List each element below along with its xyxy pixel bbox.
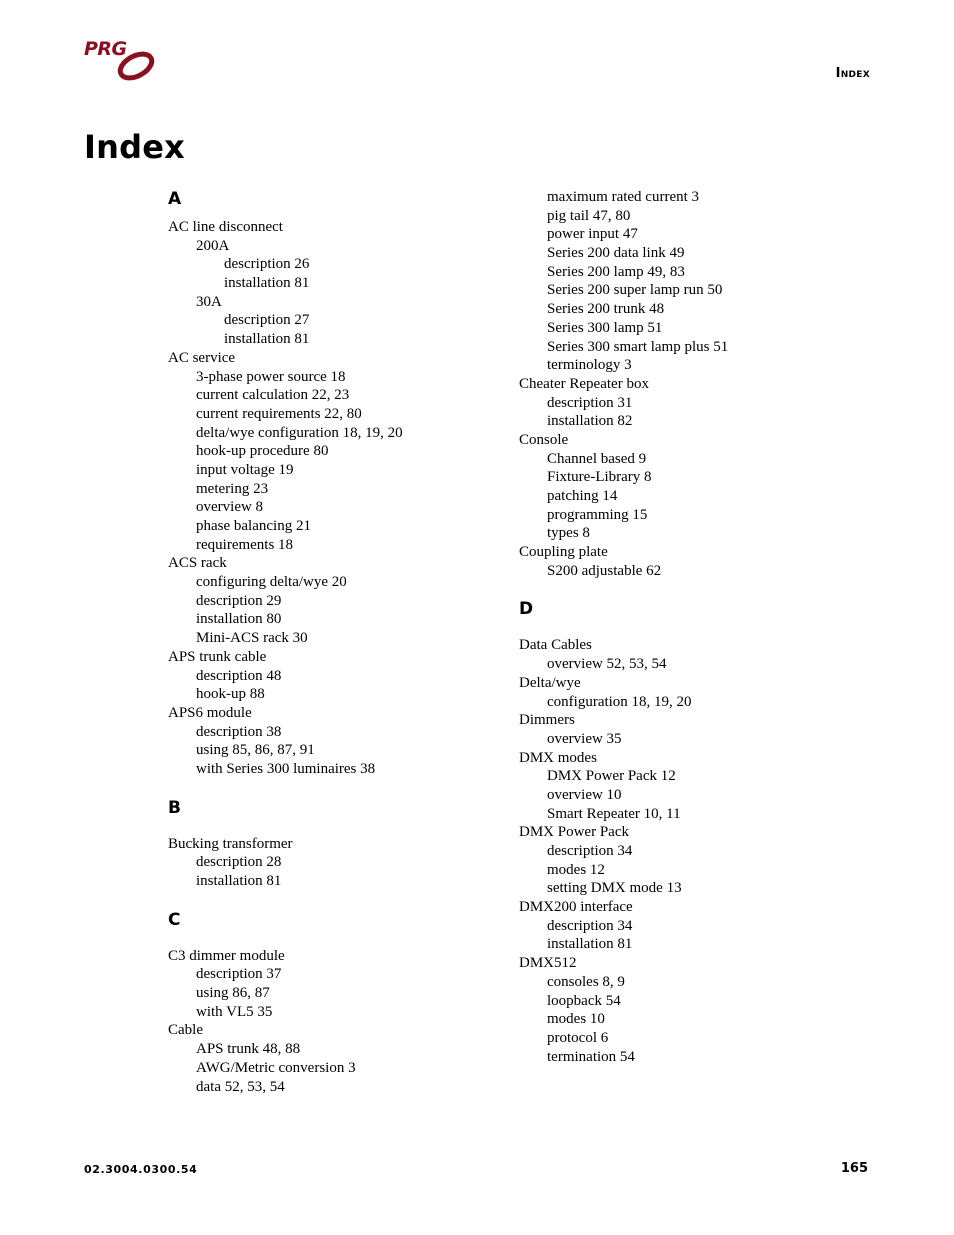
index-subentry: Series 200 trunk 48 [547, 301, 665, 318]
index-subentry: modes 12 [547, 861, 605, 878]
index-subentry: Series 200 lamp 49, 83 [547, 263, 685, 280]
index-entry: APS6 module [168, 704, 252, 721]
index-entry: Cheater Repeater box [519, 375, 649, 392]
index-subentry: description 48 [196, 667, 282, 684]
index-letter-heading: A [168, 189, 182, 209]
index-subentry: with Series 300 luminaires 38 [196, 760, 376, 777]
logo-text: PRG [84, 38, 127, 60]
index-subentry: Fixture-Library 8 [547, 469, 652, 486]
running-header-section: Index [835, 66, 870, 81]
index-subentry: with VL5 35 [196, 1003, 273, 1020]
index-letter-heading: D [519, 599, 534, 620]
index-subentry: loopback 54 [547, 992, 621, 1009]
section-gap [168, 779, 498, 797]
index-subentry: termination 54 [547, 1048, 635, 1065]
index-subentry: 30A [196, 293, 222, 310]
index-subentry: description 38 [196, 723, 282, 740]
index-subentry: consoles 8, 9 [547, 973, 625, 990]
index-entry: Cable [168, 1022, 203, 1039]
index-subentry: Mini-ACS rack 30 [196, 630, 308, 647]
index-subentry: APS trunk 48, 88 [196, 1041, 301, 1058]
index-entry: Data Cables [519, 637, 592, 654]
index-subentry: installation 80 [196, 611, 282, 628]
index-subentry: AWG/Metric conversion 3 [196, 1059, 356, 1076]
index-subentry: modes 10 [547, 1011, 605, 1028]
index-subentry: phase balancing 21 [196, 518, 311, 534]
index-subentry: protocol 6 [547, 1029, 609, 1046]
index-subentry: overview 10 [547, 786, 622, 803]
index-subentry: installation 81 [547, 936, 633, 953]
index-entry: DMX512 [519, 955, 577, 972]
index-subentry: power input 47 [547, 226, 638, 243]
index-subentry: overview 8 [196, 499, 264, 516]
index-subentry: input voltage 19 [196, 461, 294, 478]
index-subentry: Series 300 lamp 51 [547, 319, 663, 336]
index-subentry: overview 35 [547, 730, 622, 747]
index-subentry: configuration 18, 19, 20 [547, 693, 692, 710]
index-subentry: Series 200 data link 49 [547, 245, 685, 262]
index-entry: ACS rack [168, 555, 227, 572]
index-subentry: metering 23 [196, 480, 269, 497]
index-entry: Console [519, 431, 569, 448]
index-subentry: description 34 [547, 843, 633, 859]
index-subentry: requirements 18 [196, 536, 294, 553]
index-subentry: programming 15 [547, 506, 648, 523]
index-subentry: installation 82 [547, 413, 633, 430]
index-subentry: using 85, 86, 87, 91 [196, 742, 315, 759]
index-subentry: installation 81 [224, 275, 310, 292]
index-column-left [168, 188, 498, 1096]
index-subentry: data 52, 53, 54 [196, 1078, 285, 1095]
index-subentry: DMX Power Pack 12 [547, 768, 676, 785]
index-subentry: description 29 [196, 592, 282, 609]
index-subentry: terminology 3 [547, 357, 632, 374]
index-subentry: overview 52, 53, 54 [547, 656, 667, 673]
index-letter-heading: C [168, 909, 181, 930]
index-subentry: installation 81 [196, 873, 282, 889]
index-subentry: maximum rated current 3 [547, 189, 700, 205]
index-letter-heading: B [168, 797, 181, 818]
prg-logo [84, 36, 164, 84]
index-subentry: Series 300 smart lamp plus 51 [547, 338, 729, 355]
index-subentry: hook-up procedure 80 [196, 443, 329, 460]
index-subentry: description 27 [224, 312, 310, 329]
index-entry: DMX modes [519, 749, 597, 766]
document-number: 02.3004.0300.54 [84, 1163, 198, 1176]
index-entry: Dimmers [519, 712, 575, 729]
index-subentry: description 28 [196, 854, 282, 871]
index-entry: Bucking transformer [168, 835, 293, 852]
index-subentry: 3-phase power source 18 [196, 368, 346, 385]
index-subentry: current calculation 22, 23 [196, 387, 350, 404]
index-subentry: Smart Repeater 10, 11 [547, 805, 681, 822]
index-subentry: using 86, 87 [196, 985, 270, 1002]
section-gap [519, 580, 849, 598]
index-subentry: Channel based 9 [547, 450, 647, 467]
index-subentry: description 34 [547, 917, 633, 934]
index-subentry: pig tail 47, 80 [547, 207, 631, 224]
index-subentry: S200 adjustable 62 [547, 562, 662, 579]
index-entry: Delta/wye [519, 674, 581, 691]
index-subentry: types 8 [547, 525, 590, 542]
index-subentry: current requirements 22, 80 [196, 405, 362, 422]
index-subentry: patching 14 [547, 488, 618, 504]
index-entry: DMX Power Pack [519, 824, 629, 841]
index-entry: Coupling plate [519, 544, 608, 561]
index-subentry: installation 81 [224, 331, 310, 348]
index-column-right [519, 188, 849, 1066]
index-subentry: description 31 [547, 394, 633, 411]
index-entry: AC service [168, 349, 236, 366]
index-entry: AC line disconnect [168, 219, 283, 235]
index-subentry: setting DMX mode 13 [547, 880, 682, 897]
index-subentry: configuring delta/wye 20 [196, 574, 347, 591]
section-gap [168, 891, 498, 909]
index-entry: C3 dimmer module [168, 947, 285, 964]
page-number: 165 [840, 1161, 868, 1176]
index-subentry: 200A [196, 237, 230, 254]
logo-ring-icon [114, 50, 158, 82]
index-subentry: description 37 [196, 966, 282, 983]
index-entry: DMX200 interface [519, 899, 633, 916]
index-subentry: description 26 [224, 256, 310, 273]
index-subentry: delta/wye configuration 18, 19, 20 [196, 424, 403, 441]
index-subentry: Series 200 super lamp run 50 [547, 282, 723, 299]
index-entry: APS trunk cable [168, 648, 267, 665]
index-subentry: hook-up 88 [196, 686, 265, 703]
page-title: Index [84, 128, 185, 166]
